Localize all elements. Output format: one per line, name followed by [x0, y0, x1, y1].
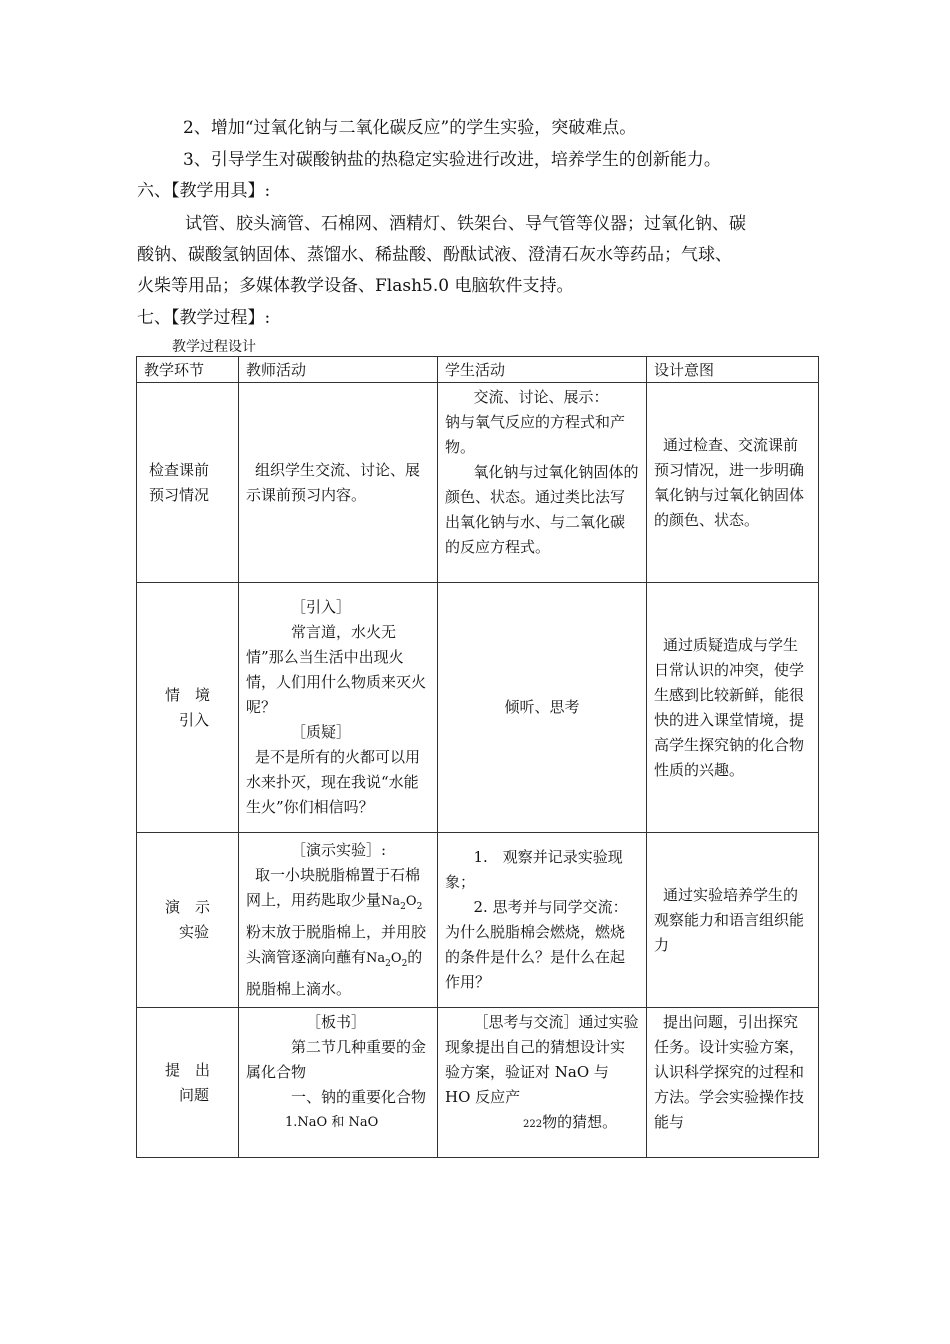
demo-text: 取一小块脱脂棉置于石棉网上，用药匙取少量 [246, 866, 421, 909]
tag-intro: ［引入］ [291, 598, 352, 616]
chem-symbol: O [390, 951, 402, 966]
teacher-text [246, 863, 430, 1002]
teacher-text: 1.NaO 和 NaO [285, 1115, 379, 1130]
chem-subscript: 2 [401, 959, 408, 969]
chem-symbol: O [405, 894, 417, 909]
teacher-text: 是不是所有的火都可以用水来扑灭，现在我说“水能生火”你们相信吗？ [246, 748, 421, 816]
paragraph-3: 3、引导学生对碳酸钠盐的热稳定实验进行改进，培养学生的创新能力。 [183, 150, 721, 170]
table-row [137, 1008, 819, 1158]
header-intent: 设计意图 [647, 357, 819, 383]
stage-cell [137, 833, 239, 1008]
stage-line: 演 示 [164, 898, 210, 916]
stage-line: 提 出 [164, 1060, 210, 1079]
student-text: 1. 观察并记录实验现象； [445, 848, 623, 891]
student-text: 钠与氧气反应的方程式和产物。 [445, 413, 626, 456]
intent-text: 通过检查、交流课前预习情况，进一步明确氧化钠与过氧化钠固体的颜色、状态。 [654, 435, 805, 529]
stage-cell [137, 1008, 239, 1158]
stage-line: 问题 [179, 1085, 210, 1104]
tag-demo: ［演示实验］: [291, 841, 387, 859]
header-student: 学生活动 [438, 357, 647, 383]
teacher-text: 第二节几种重要的金属化合物 [246, 1038, 427, 1081]
intent-text: 提出问题，引出探究任务。设计实验方案，认识科学探究的过程和方法。学会实验操作技能与 [654, 1013, 805, 1131]
teacher-cell [239, 583, 438, 833]
stage-line: 预习情况 [149, 485, 210, 504]
student-cell [438, 583, 647, 833]
intent-text: 通过质疑造成与学生日常认识的冲突，使学生感到比较新鲜，能很快的进入课堂情境，提高学生探究钠的化合物性质的兴趣。 [654, 635, 805, 779]
stage-line: 引入 [179, 710, 210, 729]
table-header-row [137, 357, 819, 383]
tools-line-3: 火柴等用品；多媒体教学设备、Flash5.0 电脑软件支持。 [137, 276, 574, 296]
teacher-text: 一、钠的重要化合物 [291, 1088, 427, 1106]
tag-question: ［质疑］ [291, 723, 352, 741]
chem-subscript: 222 [523, 1119, 543, 1130]
header-stage: 教学环节 [137, 357, 239, 383]
student-text: ［思考与交流］通过实验现象提出自己的猜想设计实验方案，验证对 NaO 与 HO 反应产 [445, 1013, 639, 1106]
teacher-text: 组织学生交流、讨论、展示课前预习内容。 [246, 460, 421, 504]
teacher-text: 常言道，水火无情”那么当生活中出现火情，人们用什么物质来灭火呢？ [246, 623, 427, 716]
stage-cell [137, 383, 239, 583]
intent-text: 通过实验培养学生的观察能力和语言组织能力 [654, 885, 805, 954]
stage-line: 实验 [179, 923, 210, 941]
heading-teaching-tools: 六、【教学用具】: [137, 181, 271, 201]
student-text: 氧化钠与过氧化钠固体的颜色、状态。通过类比法写出氧化钠与水、与二氧化碳的反应方程式。 [445, 463, 639, 556]
student-cell [438, 383, 647, 583]
header-teacher: 教师活动 [239, 357, 438, 383]
tools-line-2: 酸钠、碳酸氢钠固体、蒸馏水、稀盐酸、酚酞试液、澄清石灰水等药品；气球、 [137, 245, 732, 265]
student-text: 2. 思考并与同学交流：为什么脱脂棉会燃烧，燃烧的条件是什么？是什么在起作用？ [445, 898, 628, 991]
chem-subscript: 2 [385, 959, 391, 969]
paragraph-2: 2、增加“过氧化钠与二氧化碳反应”的学生实验，突破难点。 [183, 118, 637, 138]
intent-cell [647, 583, 819, 833]
chem-symbol: Na [381, 894, 401, 909]
tag-blackboard: ［板书］ [306, 1013, 367, 1031]
intent-cell [647, 1008, 819, 1158]
table-row [137, 833, 819, 1008]
table-row [137, 383, 819, 583]
chem-symbol: Na [366, 951, 386, 966]
demo-text: 的脱脂棉上滴水。 [246, 948, 423, 998]
stage-cell [137, 583, 239, 833]
teaching-process-table [136, 356, 819, 1158]
demo-text: 粉末放于脱脂棉上，并用胶头滴管逐滴向蘸有 [246, 923, 427, 966]
teacher-cell [239, 1008, 438, 1158]
student-text: 倾听、思考 [504, 698, 580, 716]
table-caption: 教学过程设计 [172, 339, 256, 355]
stage-line: 检查课前 [149, 460, 210, 479]
stage-line: 情 境 [164, 685, 210, 704]
teacher-cell [239, 383, 438, 583]
student-text: 物的猜想。 [542, 1113, 618, 1131]
intent-cell [647, 383, 819, 583]
student-cell [438, 1008, 647, 1158]
teacher-cell [239, 833, 438, 1008]
chem-subscript: 2 [416, 902, 423, 912]
table-row [137, 583, 819, 833]
tools-line-1: 试管、胶头滴管、石棉网、酒精灯、铁架台、导气管等仪器；过氧化钠、碳 [185, 214, 746, 234]
intent-cell [647, 833, 819, 1008]
heading-teaching-process: 七、【教学过程】: [137, 308, 271, 328]
student-text: 交流、讨论、展示： [473, 388, 609, 406]
chem-subscript: 2 [400, 902, 406, 912]
student-cell [438, 833, 647, 1008]
